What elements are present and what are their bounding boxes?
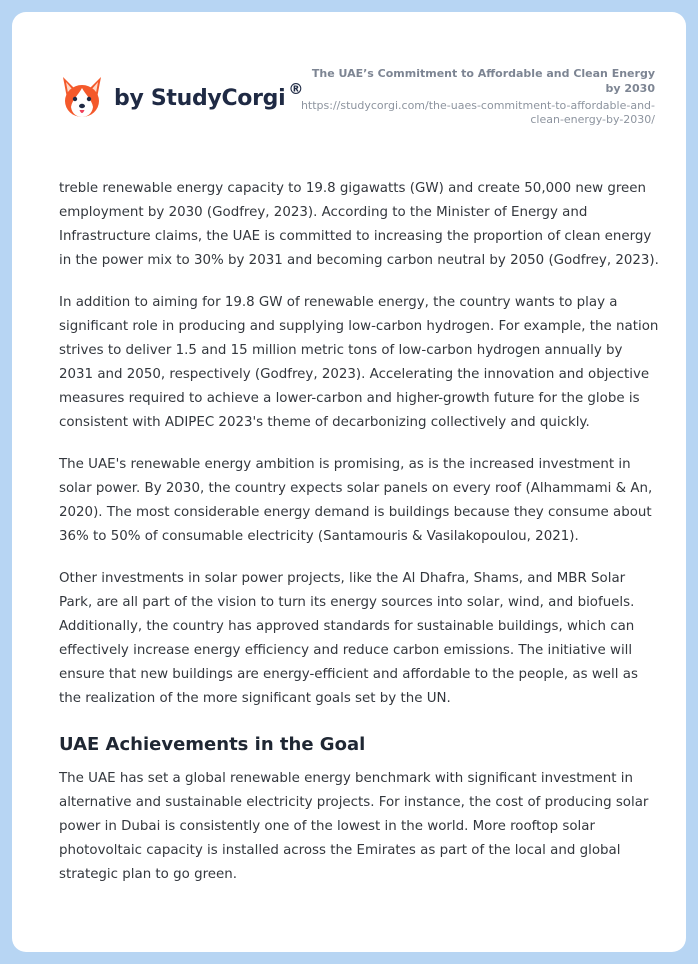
document-body bbox=[59, 177, 659, 905]
corgi-logo-icon bbox=[60, 74, 104, 120]
paragraph-4: Other investments in solar power projects, like the Al Dhafra, Shams, and MBR Solar Park, are all part of the vision to turn its energy sources into solar, wind, and biofuels. Additionally, the country has approved standards for sustainable buildings, which can effectively increase energy efficiency and reduce carbon emissions. The initiative will ensure that new buildings are energy-efficient and affordable to the people, as well as the realization of the more significant goals set by the UN. bbox=[59, 571, 638, 706]
document-page bbox=[12, 12, 686, 952]
document-url[interactable]: https://studycorgi.com/the-uaes-commitment-to-affordable-and-clean-energy-by-2030/ bbox=[300, 99, 655, 126]
paragraph-2: In addition to aiming for 19.8 GW of renewable energy, the country wants to play a significant role in producing and supplying low-carbon hydrogen. For example, the nation strives to deliver 1.5 and 15 million metric tons of low-carbon hydrogen annually by 2031 and 2050, respectively (Godfrey, 2023). Accelerating the innovation and objective measures required to achieve a lower-carbon and higher-growth future for the globe is consistent with ADIPEC 2023's theme of decarbonizing collectively and quickly. bbox=[59, 295, 659, 430]
page-header bbox=[12, 12, 686, 152]
paragraph-5: The UAE has set a global renewable energy benchmark with significant investment in alternative and sustainable electricity projects. For instance, the cost of producing solar power in Dubai is consistently one of the lowest in the world. More rooftop solar photovoltaic capacity is installed across the Emirates as part of the local and global strategic plan to go green. bbox=[59, 771, 649, 882]
registered-mark: ® bbox=[288, 80, 304, 98]
paragraph-1: treble renewable energy capacity to 19.8 gigawatts (GW) and create 50,000 new green employment by 2030 (Godfrey, 2023). According to the Minister of Energy and Infrastructure claims, the UAE is committed to increasing the proportion of clean energy in the power mix to 30% by 2031 and becoming carbon neutral by 2050 (Godfrey, 2023). bbox=[59, 181, 659, 268]
studycorgi-logo[interactable] bbox=[60, 74, 303, 120]
document-title: The UAE’s Commitment to Affordable and Clean Energy by 2030 bbox=[311, 67, 655, 95]
brand-name: by StudyCorgi ® bbox=[114, 80, 304, 111]
section-heading: UAE Achievements in the Goal bbox=[59, 734, 366, 755]
paragraph-3: The UAE's renewable energy ambition is promising, as is the increased investment in solar power. By 2030, the country expects solar panels on every roof (Alhammami & An, 2020). The most considerable energy demand is buildings because they consume about 36% to 50% of consumable electricity (Santamouris & Vasilakopoulou, 2021). bbox=[59, 457, 653, 544]
document-meta bbox=[295, 66, 655, 127]
